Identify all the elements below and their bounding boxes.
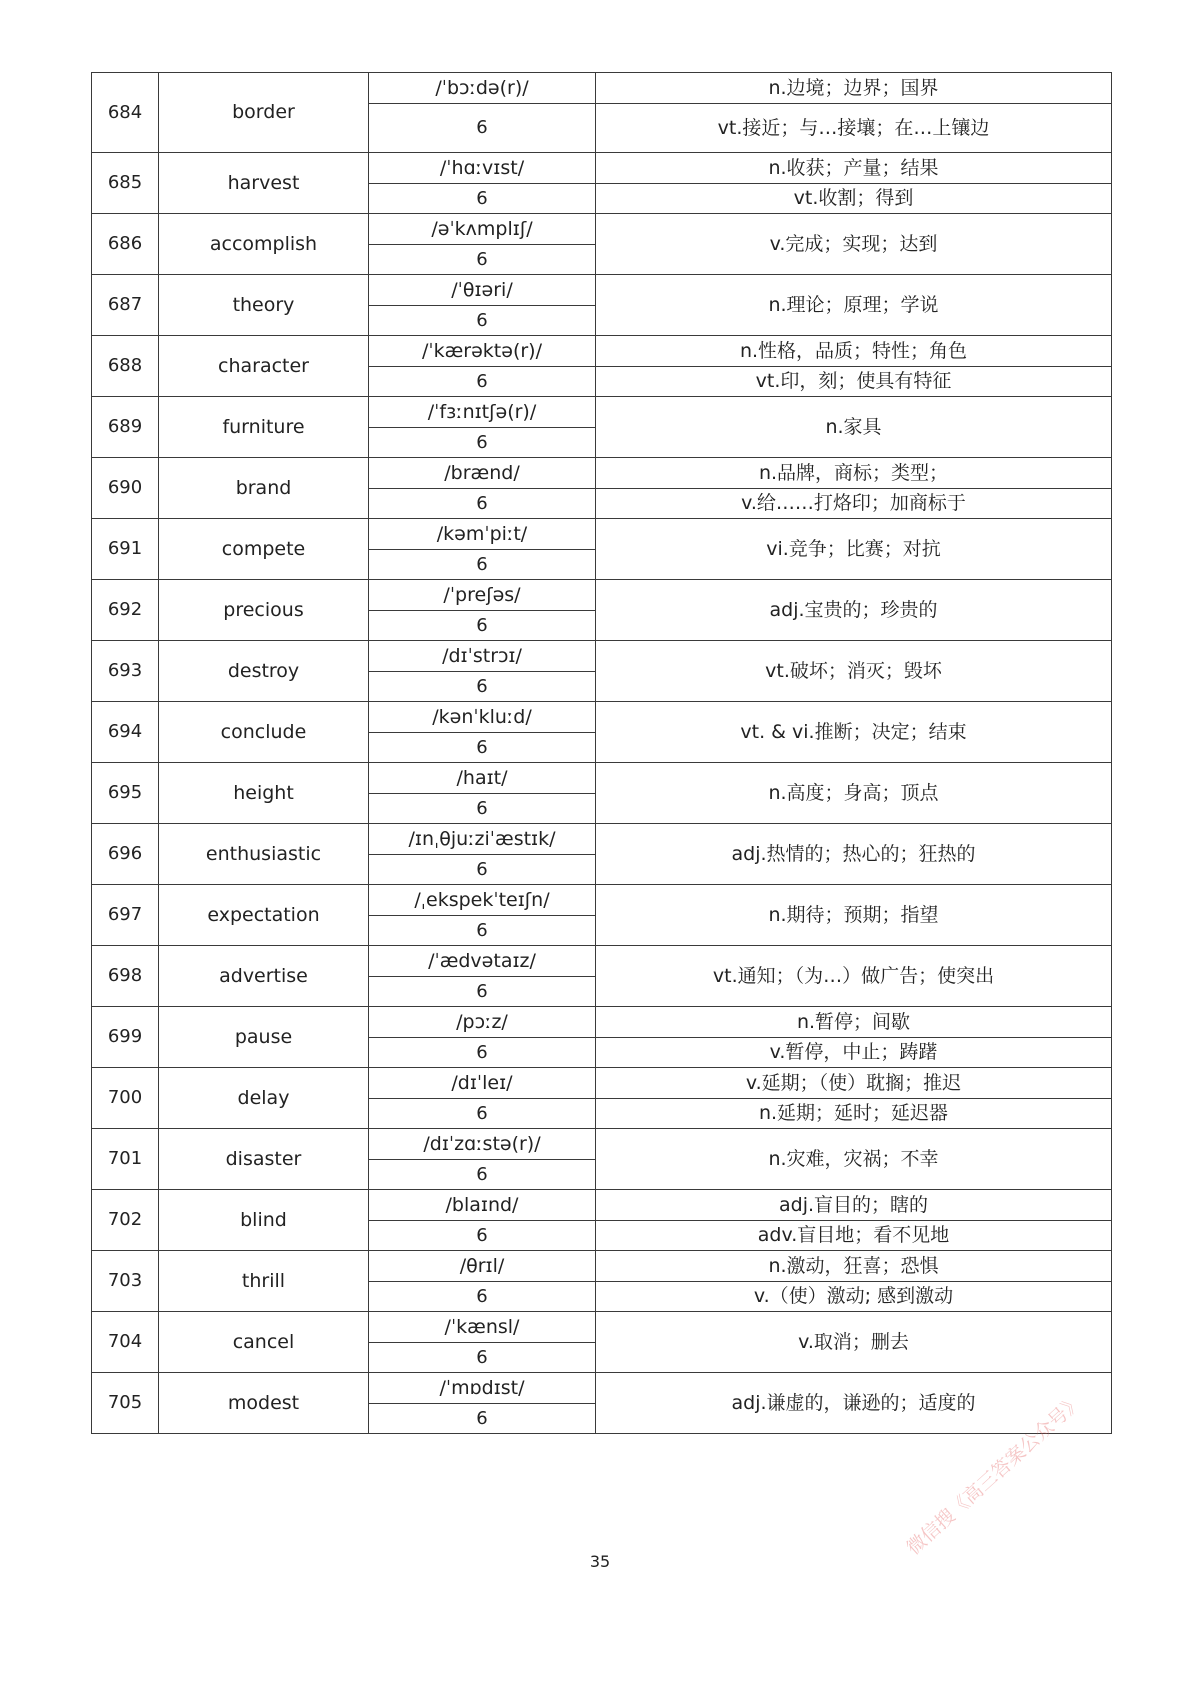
entry-number: 691 — [92, 519, 159, 580]
entry-row — [92, 1373, 1112, 1404]
entry-word: blind — [159, 1190, 369, 1251]
entry-row — [92, 519, 1112, 550]
entry-level: 6 — [369, 1343, 596, 1373]
entry-number: 705 — [92, 1373, 159, 1434]
entry-row — [92, 1312, 1112, 1343]
entry-word: conclude — [159, 702, 369, 763]
entry-phonetic: /dɪˈstrɔɪ/ — [369, 641, 596, 672]
entry-row — [92, 1068, 1112, 1099]
entry-phonetic: /ˈhɑːvɪst/ — [369, 153, 596, 184]
entry-phonetic: /dɪˈleɪ/ — [369, 1068, 596, 1099]
entry-meaning: adj.盲目的；瞎的 — [596, 1190, 1112, 1221]
entry-row — [92, 153, 1112, 184]
entry-meaning: n.性格，品质；特性；角色 — [596, 336, 1112, 367]
entry-number: 686 — [92, 214, 159, 275]
entry-level: 6 — [369, 245, 596, 275]
entry-level: 6 — [369, 184, 596, 214]
entry-phonetic: /ˈθɪəri/ — [369, 275, 596, 306]
entry-level: 6 — [369, 489, 596, 519]
entry-meaning: vt.通知；（为…）做广告；使突出 — [596, 946, 1112, 1007]
entry-meaning: v.延期；（使）耽搁；推迟 — [596, 1068, 1112, 1099]
entry-row — [92, 763, 1112, 794]
entry-word: advertise — [159, 946, 369, 1007]
entry-row — [92, 1190, 1112, 1221]
entry-phonetic: /ˈbɔːdə(r)/ — [369, 73, 596, 104]
entry-level: 6 — [369, 104, 596, 153]
entry-row — [92, 824, 1112, 855]
vocabulary-table — [91, 72, 1112, 1434]
entry-number: 695 — [92, 763, 159, 824]
entry-meaning: n.收获；产量；结果 — [596, 153, 1112, 184]
entry-phonetic: /ɪnˌθjuːziˈæstɪk/ — [369, 824, 596, 855]
entry-level: 6 — [369, 1404, 596, 1434]
entry-phonetic: /əˈkʌmplɪʃ/ — [369, 214, 596, 245]
entry-number: 697 — [92, 885, 159, 946]
entry-number: 685 — [92, 153, 159, 214]
entry-number: 698 — [92, 946, 159, 1007]
entry-level: 6 — [369, 306, 596, 336]
entry-number: 692 — [92, 580, 159, 641]
entry-meaning-secondary: vt.印，刻；使具有特征 — [596, 367, 1112, 397]
entry-level: 6 — [369, 916, 596, 946]
page-number: 35 — [589, 1552, 611, 1571]
entry-row — [92, 397, 1112, 428]
entry-word: thrill — [159, 1251, 369, 1312]
entry-word: destroy — [159, 641, 369, 702]
entry-phonetic: /ˈkænsl/ — [369, 1312, 596, 1343]
entry-phonetic: /ˈkærəktə(r)/ — [369, 336, 596, 367]
entry-meaning: n.期待；预期；指望 — [596, 885, 1112, 946]
entry-word: harvest — [159, 153, 369, 214]
entry-phonetic: /kəmˈpiːt/ — [369, 519, 596, 550]
entry-number: 702 — [92, 1190, 159, 1251]
entry-number: 704 — [92, 1312, 159, 1373]
entry-word: accomplish — [159, 214, 369, 275]
entry-meaning: adj.谦虚的，谦逊的；适度的 — [596, 1373, 1112, 1434]
entry-phonetic: /haɪt/ — [369, 763, 596, 794]
entry-row — [92, 885, 1112, 916]
entry-meaning: vi.竞争；比赛；对抗 — [596, 519, 1112, 580]
entry-meaning: n.暂停；间歇 — [596, 1007, 1112, 1038]
entry-number: 700 — [92, 1068, 159, 1129]
entry-meaning-secondary: v.（使）激动; 感到激动 — [596, 1282, 1112, 1312]
entry-word: disaster — [159, 1129, 369, 1190]
entry-row — [92, 1129, 1112, 1160]
entry-phonetic: /ˈædvətaɪz/ — [369, 946, 596, 977]
watermark-text: 微信搜《高三答案公众号》 — [902, 1390, 1087, 1560]
entry-number: 689 — [92, 397, 159, 458]
entry-word: expectation — [159, 885, 369, 946]
entry-meaning: n.高度；身高；顶点 — [596, 763, 1112, 824]
entry-row — [92, 275, 1112, 306]
entry-row — [92, 336, 1112, 367]
entry-level: 6 — [369, 1221, 596, 1251]
entry-word: enthusiastic — [159, 824, 369, 885]
entry-word: cancel — [159, 1312, 369, 1373]
entry-number: 687 — [92, 275, 159, 336]
entry-word: brand — [159, 458, 369, 519]
entry-level: 6 — [369, 1038, 596, 1068]
entry-meaning: n.理论；原理；学说 — [596, 275, 1112, 336]
entry-number: 701 — [92, 1129, 159, 1190]
entry-level: 6 — [369, 977, 596, 1007]
entry-meaning: n.家具 — [596, 397, 1112, 458]
vocabulary-table-body — [92, 73, 1112, 1434]
entry-number: 699 — [92, 1007, 159, 1068]
entry-meaning: vt.破坏；消灭；毁坏 — [596, 641, 1112, 702]
entry-phonetic: /ˌekspekˈteɪʃn/ — [369, 885, 596, 916]
entry-phonetic: /kənˈkluːd/ — [369, 702, 596, 733]
entry-level: 6 — [369, 1282, 596, 1312]
entry-phonetic: /brænd/ — [369, 458, 596, 489]
entry-number: 684 — [92, 73, 159, 153]
entry-phonetic: /ˈmɒdɪst/ — [369, 1373, 596, 1404]
entry-level: 6 — [369, 550, 596, 580]
entry-number: 693 — [92, 641, 159, 702]
entry-number: 696 — [92, 824, 159, 885]
entry-word: furniture — [159, 397, 369, 458]
entry-phonetic: /θrɪl/ — [369, 1251, 596, 1282]
entry-meaning: adj.热情的；热心的；狂热的 — [596, 824, 1112, 885]
entry-meaning: adj.宝贵的；珍贵的 — [596, 580, 1112, 641]
entry-level: 6 — [369, 672, 596, 702]
entry-row — [92, 641, 1112, 672]
entry-word: compete — [159, 519, 369, 580]
entry-row — [92, 214, 1112, 245]
entry-row — [92, 580, 1112, 611]
entry-level: 6 — [369, 611, 596, 641]
entry-meaning: n.边境；边界；国界 — [596, 73, 1112, 104]
entry-level: 6 — [369, 367, 596, 397]
entry-meaning: n.品牌，商标；类型； — [596, 458, 1112, 489]
entry-row — [92, 458, 1112, 489]
entry-number: 690 — [92, 458, 159, 519]
entry-word: modest — [159, 1373, 369, 1434]
entry-row — [92, 1007, 1112, 1038]
entry-level: 6 — [369, 794, 596, 824]
entry-meaning: n.激动，狂喜；恐惧 — [596, 1251, 1112, 1282]
entry-number: 694 — [92, 702, 159, 763]
entry-level: 6 — [369, 855, 596, 885]
entry-phonetic: /ˈpreʃəs/ — [369, 580, 596, 611]
entry-meaning-secondary: vt.接近；与…接壤；在…上镶边 — [596, 104, 1112, 153]
entry-level: 6 — [369, 1099, 596, 1129]
entry-row — [92, 73, 1112, 104]
entry-word: precious — [159, 580, 369, 641]
entry-number: 688 — [92, 336, 159, 397]
entry-meaning-secondary: vt.收割；得到 — [596, 184, 1112, 214]
entry-row — [92, 946, 1112, 977]
entry-word: pause — [159, 1007, 369, 1068]
entry-phonetic: /pɔːz/ — [369, 1007, 596, 1038]
entry-row — [92, 702, 1112, 733]
entry-number: 703 — [92, 1251, 159, 1312]
entry-word: delay — [159, 1068, 369, 1129]
entry-meaning-secondary: adv.盲目地；看不见地 — [596, 1221, 1112, 1251]
entry-meaning-secondary: v.暂停，中止；踌躇 — [596, 1038, 1112, 1068]
entry-row — [92, 1251, 1112, 1282]
entry-phonetic: /blaɪnd/ — [369, 1190, 596, 1221]
entry-word: border — [159, 73, 369, 153]
entry-meaning: vt. & vi.推断；决定；结束 — [596, 702, 1112, 763]
entry-meaning: v.完成；实现；达到 — [596, 214, 1112, 275]
entry-meaning-secondary: n.延期；延时；延迟器 — [596, 1099, 1112, 1129]
entry-phonetic: /ˈfɜːnɪtʃə(r)/ — [369, 397, 596, 428]
entry-meaning-secondary: v.给……打烙印；加商标于 — [596, 489, 1112, 519]
entry-level: 6 — [369, 428, 596, 458]
entry-level: 6 — [369, 1160, 596, 1190]
entry-level: 6 — [369, 733, 596, 763]
entry-word: character — [159, 336, 369, 397]
entry-meaning: n.灾难，灾祸；不幸 — [596, 1129, 1112, 1190]
entry-word: theory — [159, 275, 369, 336]
entry-meaning: v.取消；删去 — [596, 1312, 1112, 1373]
entry-phonetic: /dɪˈzɑːstə(r)/ — [369, 1129, 596, 1160]
entry-word: height — [159, 763, 369, 824]
